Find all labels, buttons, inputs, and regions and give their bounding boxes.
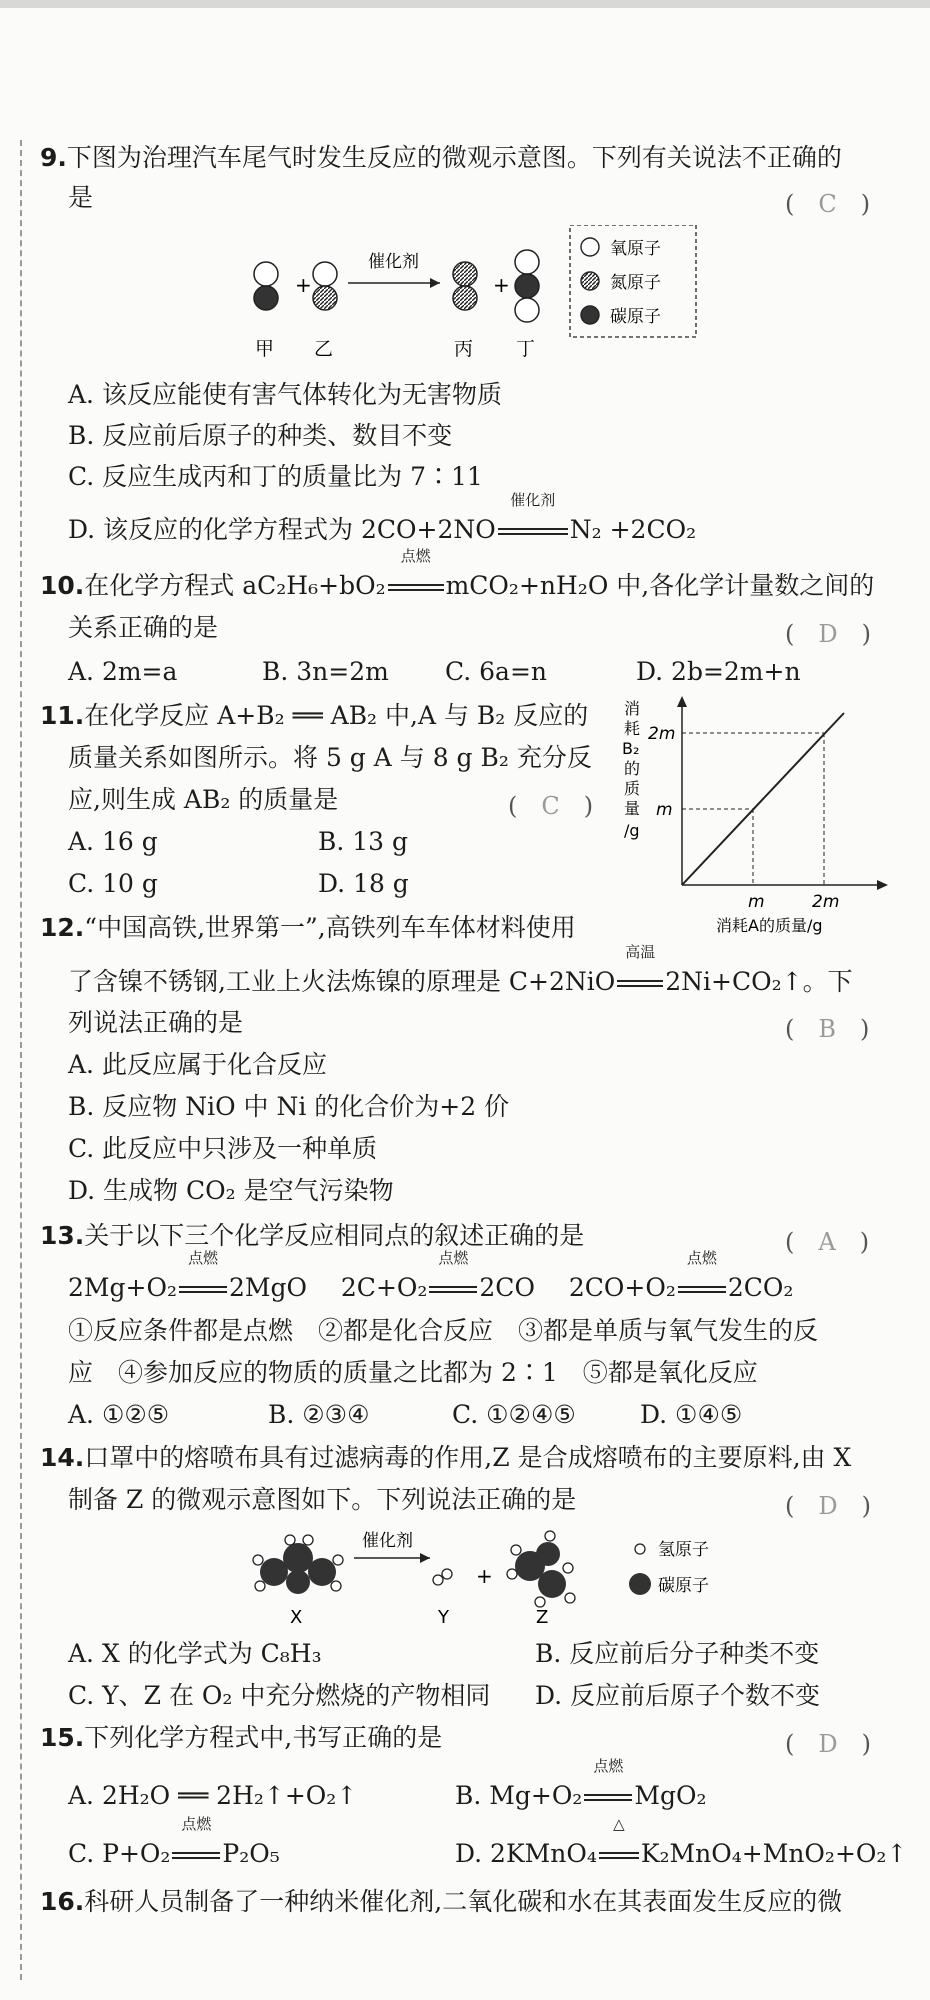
q15-option-c: C. P+O₂ 点燃 P₂O₅ <box>68 1815 280 1868</box>
q15-answer: ( D ) <box>785 1730 871 1758</box>
q14-stem-line2: 制备 Z 的微观示意图如下。下列说法正确的是 <box>68 1485 577 1514</box>
q10-option-c: C. 6a=n <box>445 657 547 686</box>
q12-option-d: D. 生成物 CO₂ 是空气污染物 <box>68 1176 394 1205</box>
q11-data-line <box>682 713 844 885</box>
q14-x-molecule <box>253 1535 343 1594</box>
q9-bing-nitrogen-atom1 <box>453 262 477 286</box>
q9-bing-nitrogen-atom2 <box>453 286 477 310</box>
q12-option-c: C. 此反应中只涉及一种单质 <box>68 1134 378 1163</box>
q12-stem-line2: 了含镍不锈钢,工业上火法炼镍的原理是 C+2NiO 高温 2Ni+CO₂↑。下 <box>68 943 853 996</box>
q15-stem: 15.下列化学方程式中,书写正确的是 <box>40 1723 443 1752</box>
svg-text:Y: Y <box>438 1607 449 1628</box>
q9-answer: ( C ) <box>785 190 871 218</box>
svg-text:+: + <box>493 273 510 297</box>
q10-answer: ( D ) <box>785 620 871 648</box>
q9-option-b: B. 反应前后原子的种类、数目不变 <box>68 421 453 450</box>
svg-text:催化剂: 催化剂 <box>368 252 419 272</box>
q11-stem-line2: 质量关系如图所示。将 5 g A 与 8 g B₂ 充分反 <box>68 743 592 772</box>
q14-stem-line1: 14.口罩中的熔喷布具有过滤病毒的作用,Z 是合成熔喷布的主要原料,由 X <box>40 1443 852 1472</box>
q9-option-d: D. 该反应的化学方程式为 2CO+2NO 催化剂 N₂ +2CO₂ <box>68 491 697 544</box>
q13-stem: 13.关于以下三个化学反应相同点的叙述正确的是 <box>40 1221 585 1250</box>
svg-text:氢原子: 氢原子 <box>658 1540 709 1560</box>
q9-jia-oxygen-atom <box>254 262 278 286</box>
svg-text:碳原子: 碳原子 <box>610 307 661 327</box>
q10-option-a: A. 2m=a <box>68 657 178 686</box>
q11-x-label: 消耗A的质量/g <box>716 916 823 935</box>
q11-option-b: B. 13 g <box>318 827 409 856</box>
q11-y-label-3: 的 <box>624 759 641 778</box>
q13-option-a: A. ①②⑤ <box>68 1400 170 1429</box>
q9-yi-oxygen-atom <box>313 262 337 286</box>
q11-stem-line3: 应,则生成 AB₂ 的质量是 <box>68 785 339 814</box>
q9-yi-nitrogen-atom <box>313 286 337 310</box>
q9-diagram <box>240 225 700 365</box>
q14-option-d: D. 反应前后原子个数不变 <box>535 1681 821 1710</box>
q9-jia-carbon-atom <box>254 286 278 310</box>
q9-ding-oxygen-atom2 <box>515 298 539 322</box>
q11-y-label-6: /g <box>624 821 640 840</box>
q11-chart <box>612 690 892 935</box>
q14-option-a: A. X 的化学式为 C₈H₃ <box>68 1639 322 1668</box>
q14-y-hydrogen-atom1 <box>433 1575 443 1585</box>
svg-text:X: X <box>290 1607 303 1628</box>
q12-stem-line1: 12.“中国高铁,世界第一”,高铁列车车体材料使用 <box>40 913 576 942</box>
q13-option-c: C. ①②④⑤ <box>452 1400 576 1429</box>
q11-y-label-5: 量 <box>624 799 641 818</box>
q11-stem-line1: 11.在化学反应 A+B₂ ══ AB₂ 中,A 与 B₂ 反应的 <box>40 701 589 730</box>
q14-z-molecule <box>507 1531 575 1607</box>
q12-stem-line3: 列说法正确的是 <box>68 1008 244 1037</box>
q9-ding-carbon-atom <box>515 274 539 298</box>
q14-answer: ( D ) <box>785 1492 871 1520</box>
q10-stem-line2: 关系正确的是 <box>68 613 219 642</box>
q11-option-d: D. 18 g <box>318 869 409 898</box>
q14-y-hydrogen-atom2 <box>442 1569 452 1579</box>
q14-option-c: C. Y、Z 在 O₂ 中充分燃烧的产物相同 <box>68 1681 491 1710</box>
q13-option-b: B. ②③④ <box>268 1400 370 1429</box>
q11-xtick-2m: 2m <box>812 892 840 912</box>
q15-option-d: D. 2KMnO₄ △ K₂MnO₄+MnO₂+O₂↑ <box>455 1815 908 1868</box>
q11-xtick-m: m <box>748 892 765 912</box>
svg-text:+: + <box>476 1564 493 1588</box>
q11-option-c: C. 10 g <box>68 869 158 898</box>
q10-option-b: B. 3n=2m <box>262 657 389 686</box>
q14-option-b: B. 反应前后分子种类不变 <box>535 1639 820 1668</box>
q11-y-label-1: 耗 <box>624 719 641 738</box>
q11-answer: ( C ) <box>508 792 594 820</box>
svg-text:乙: 乙 <box>314 338 334 360</box>
svg-text:Z: Z <box>536 1607 549 1628</box>
q9-stem-line1: 9.下图为治理汽车尾气时发生反应的微观示意图。下列有关说法不正确的 <box>40 143 842 172</box>
q11-y-label-2: B₂ <box>622 739 640 758</box>
q12-option-b: B. 反应物 NiO 中 Ni 的化合价为+2 价 <box>68 1092 510 1121</box>
cut-line <box>20 140 22 1980</box>
svg-text:催化剂: 催化剂 <box>362 1531 413 1551</box>
q13-answer: ( A ) <box>785 1228 870 1256</box>
q16-stem: 16.科研人员制备了一种纳米催化剂,二氧化碳和水在其表面发生反应的微 <box>40 1887 843 1916</box>
svg-text:丁: 丁 <box>516 338 536 360</box>
q13-equations: 2Mg+O₂ 点燃 2MgO 2C+O₂ 点燃 2CO 2CO+O₂ 点燃 2CO₂ <box>68 1249 794 1302</box>
q13-statements-line1: ①反应条件都是点燃 ②都是化合反应 ③都是单质与氧气发生的反 <box>68 1316 819 1345</box>
q9-ding-oxygen-atom1 <box>515 250 539 274</box>
svg-text:甲: 甲 <box>255 338 275 360</box>
svg-text:+: + <box>295 273 312 297</box>
q11-ytick-2m: 2m <box>648 724 676 744</box>
svg-text:氮原子: 氮原子 <box>610 273 661 293</box>
svg-text:丙: 丙 <box>454 338 474 360</box>
q11-option-a: A. 16 g <box>68 827 158 856</box>
q10-option-d: D. 2b=2m+n <box>636 657 801 686</box>
page-top-edge <box>0 0 930 8</box>
svg-text:氧原子: 氧原子 <box>610 239 661 259</box>
q12-option-a: A. 此反应属于化合反应 <box>68 1050 327 1079</box>
q9-stem-line2: 是 <box>68 183 94 212</box>
q15-option-b: B. Mg+O₂ 点燃 MgO₂ <box>455 1757 707 1810</box>
q9-option-c: C. 反应生成丙和丁的质量比为 7∶11 <box>68 462 483 491</box>
q11-y-label-4: 质 <box>624 779 641 798</box>
q9-option-a: A. 该反应能使有害气体转化为无害物质 <box>68 380 502 409</box>
q11-y-label-0: 消 <box>624 699 641 718</box>
q15-option-a: A. 2H₂O ══ 2H₂↑+O₂↑ <box>68 1781 358 1810</box>
q11-ytick-m: m <box>656 800 673 820</box>
q14-diagram <box>250 1528 730 1628</box>
svg-text:碳原子: 碳原子 <box>658 1576 709 1596</box>
q10-stem-line1: 10.在化学方程式 aC₂H₆+bO₂ 点燃 mCO₂+nH₂O 中,各化学计量数之间的 <box>40 547 875 600</box>
q13-statements-line2: 应 ④参加反应的物质的质量之比都为 2∶1 ⑤都是氧化反应 <box>68 1358 758 1387</box>
q12-answer: ( B ) <box>785 1015 870 1043</box>
q13-option-d: D. ①④⑤ <box>640 1400 743 1429</box>
